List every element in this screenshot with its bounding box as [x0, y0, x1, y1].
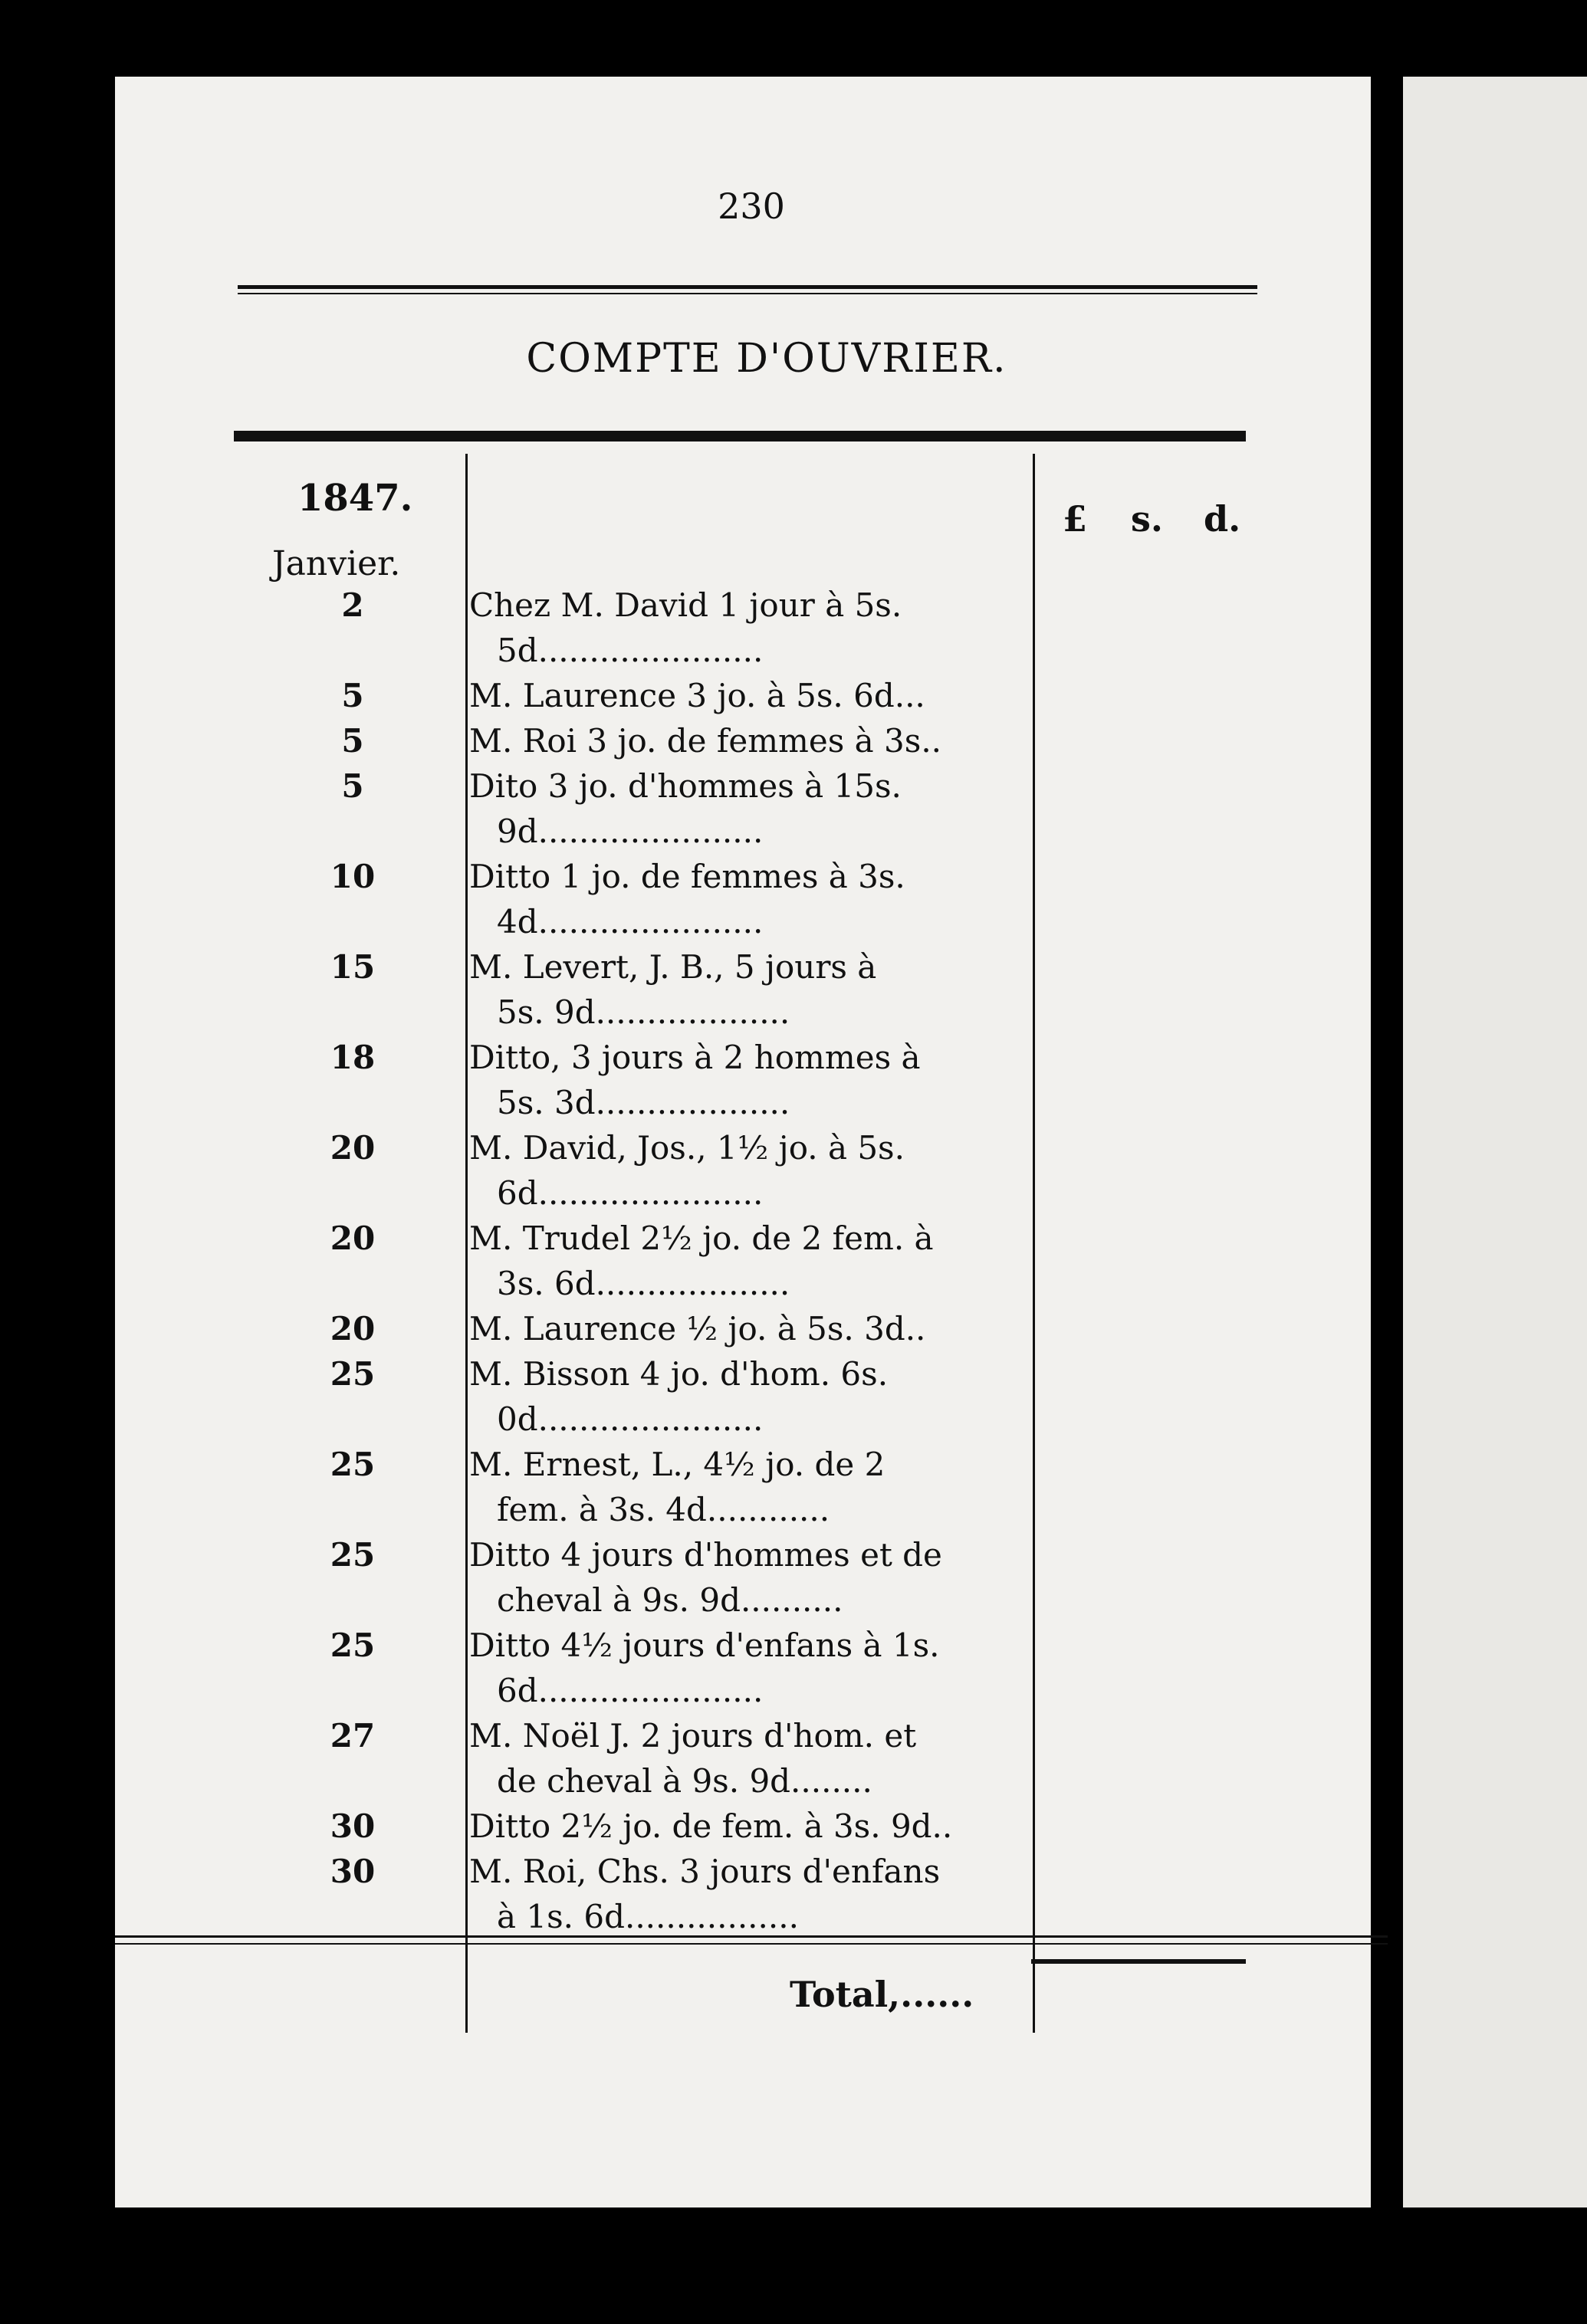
facing-page-edge — [1403, 77, 1587, 2207]
entry-date: 25 — [330, 1446, 376, 1483]
entry-text: Dito 3 jo. d'hommes à 15s. — [469, 767, 902, 805]
entry-item — [469, 1351, 1033, 1442]
entry-text: 5s. 3d................... — [497, 1084, 790, 1121]
page-fold — [1371, 73, 1391, 2227]
entry-text: 6d...................... — [497, 1174, 764, 1212]
page-number: 230 — [718, 185, 785, 227]
entry-date: 5 — [341, 677, 364, 714]
month-heading: Janvier. — [272, 544, 401, 583]
entry-date: 20 — [330, 1129, 376, 1167]
entry-text: M. Laurence 3 jo. à 5s. 6d... — [469, 677, 925, 714]
entry-item — [469, 1216, 1033, 1306]
entry-item — [469, 944, 1033, 1035]
entry-text: 4d...................... — [497, 903, 764, 940]
entry-text: 6d...................... — [497, 1672, 764, 1709]
header-rule-thick — [234, 431, 1246, 441]
shillings-heading: s. — [1131, 498, 1163, 540]
year-heading: 1847. — [297, 477, 413, 520]
entry-text: fem. à 3s. 4d............ — [497, 1491, 830, 1528]
entry-date: 30 — [330, 1853, 376, 1890]
entry-date: 10 — [330, 858, 376, 895]
entry-text: M. Ernest, L., 4½ jo. de 2 — [469, 1446, 886, 1483]
entry-item — [469, 1713, 1033, 1804]
entry-column — [469, 583, 1033, 1939]
entry-item — [469, 1532, 1033, 1623]
entry-text: 5s. 9d................... — [497, 993, 790, 1031]
entry-item — [469, 1804, 1033, 1849]
entry-text: cheval à 9s. 9d.......... — [497, 1581, 843, 1619]
entry-text: à 1s. 6d................. — [497, 1898, 799, 1935]
entry-text: M. Laurence ½ jo. à 5s. 3d.. — [469, 1310, 926, 1347]
column-divider-right — [1033, 454, 1035, 2033]
entry-date: 25 — [330, 1355, 376, 1393]
entry-text: Ditto 2½ jo. de fem. à 3s. 9d.. — [469, 1807, 953, 1845]
entry-text: 3s. 6d................... — [497, 1265, 790, 1302]
sum-rule — [1031, 1959, 1246, 1964]
entry-date: 18 — [330, 1039, 376, 1076]
entry-date: 15 — [330, 948, 376, 986]
section-title: COMPTE D'OUVRIER. — [526, 336, 1007, 382]
date-column — [291, 583, 414, 1939]
entry-text: Chez M. David 1 jour à 5s. — [469, 586, 902, 624]
entry-text: M. David, Jos., 1½ jo. à 5s. — [469, 1129, 905, 1167]
entry-text: M. Roi 3 jo. de femmes à 3s.. — [469, 722, 942, 760]
entry-text: Ditto 4 jours d'hommes et de — [469, 1536, 942, 1574]
entry-item — [469, 1442, 1033, 1532]
entry-text: 9d...................... — [497, 812, 764, 850]
entry-item — [469, 1035, 1033, 1125]
entry-item — [469, 583, 1033, 673]
entry-item — [469, 673, 1033, 718]
header-rule-top-second — [238, 293, 1257, 294]
entry-text: M. Roi, Chs. 3 jours d'enfans — [469, 1853, 941, 1890]
entry-date: 20 — [330, 1219, 376, 1257]
entry-item — [469, 1849, 1033, 1939]
entry-date: 27 — [330, 1717, 376, 1754]
entry-date: 5 — [341, 767, 364, 805]
pence-heading: d. — [1204, 498, 1241, 540]
entry-text: M. Noël J. 2 jours d'hom. et — [469, 1717, 917, 1754]
entry-text: de cheval à 9s. 9d........ — [497, 1762, 872, 1800]
entry-date: 30 — [330, 1807, 376, 1845]
header-rule-top — [238, 285, 1257, 289]
column-divider-left — [465, 454, 468, 2033]
entry-text: Ditto, 3 jours à 2 hommes à — [469, 1039, 921, 1076]
entry-item — [469, 1125, 1033, 1216]
entry-item — [469, 854, 1033, 944]
entry-date: 20 — [330, 1310, 376, 1347]
entry-date: 25 — [330, 1626, 376, 1664]
entry-text: 0d...................... — [497, 1400, 764, 1438]
entry-item — [469, 1623, 1033, 1713]
entry-text: Ditto 1 jo. de femmes à 3s. — [469, 858, 905, 895]
entry-text: Ditto 4½ jours d'enfans à 1s. — [469, 1626, 940, 1664]
entry-date: 2 — [341, 586, 364, 624]
entry-text: 5d...................... — [497, 632, 764, 669]
entry-text: M. Levert, J. B., 5 jours à — [469, 948, 877, 986]
entry-item — [469, 718, 1033, 763]
entry-date: 25 — [330, 1536, 376, 1574]
pounds-heading: £ — [1063, 498, 1088, 540]
total-label: Total,...... — [790, 1974, 974, 2015]
table-bottom-rule-second — [115, 1943, 1388, 1945]
entry-item — [469, 1306, 1033, 1351]
entry-text: M. Trudel 2½ jo. de 2 fem. à — [469, 1219, 934, 1257]
entry-item — [469, 763, 1033, 854]
entry-date: 5 — [341, 722, 364, 760]
entry-text: M. Bisson 4 jo. d'hom. 6s. — [469, 1355, 889, 1393]
